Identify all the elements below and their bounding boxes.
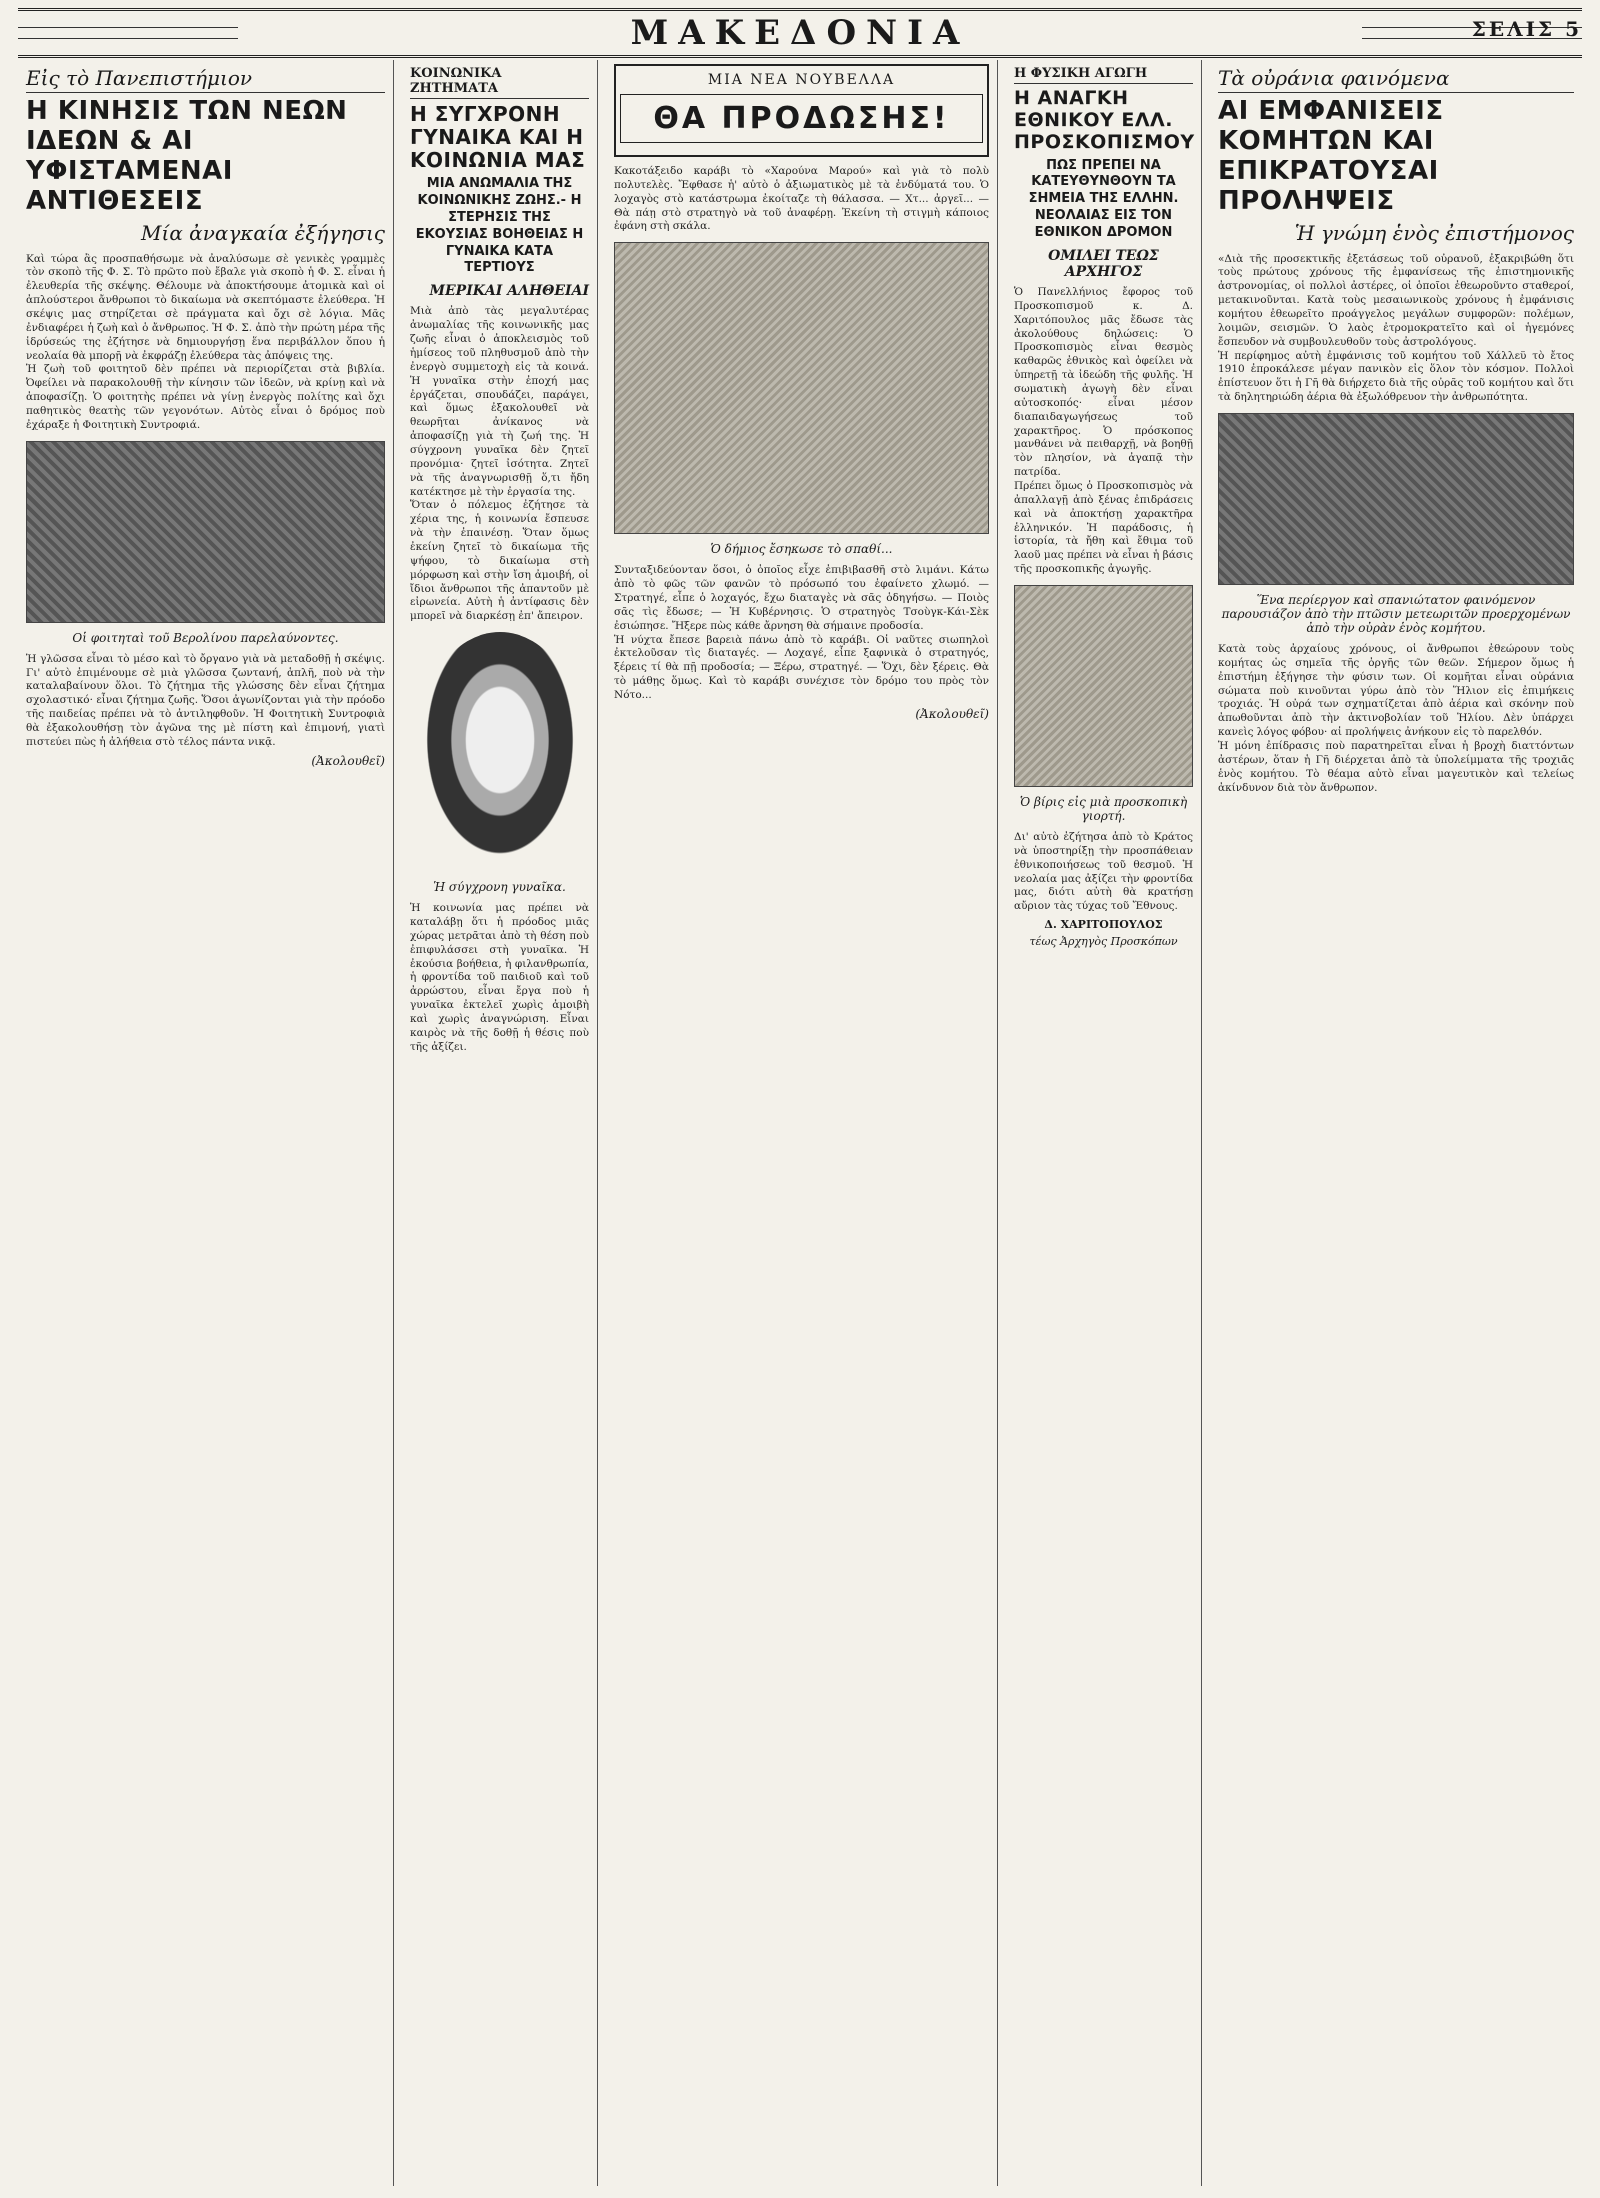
masthead-rule-left: [18, 27, 238, 39]
photo-caption: Ὁ βίρις εἰς μιὰ προσκοπικὴ γιορτή.: [1019, 795, 1188, 824]
article-comets: [1210, 60, 1582, 2186]
article-body: Δι' αὐτὸ ἐζήτησα ἀπὸ τὸ Κράτος νὰ ὑποστηρίξῃ τὴν προσπάθειαν ἐθνικοποιήσεως τοῦ θεσμοῦ. Ἡ νεολαία μας ἀξίζει τὴν φροντίδα μας, διότι αὐτὴ θὰ κρατήσῃ αὔριον τὰς τύχας τοῦ Ἔθνους.: [1014, 831, 1193, 913]
article-kicker: Η ΦΥΣΙΚΗ ΑΓΩΓΗ: [1014, 66, 1193, 84]
novella-header-box: [614, 64, 989, 157]
continued-note: (Ἀκολουθεῖ): [311, 753, 385, 768]
article-headline: Η ΣΥΓΧΡΟΝΗ ΓΥΝΑΙΚΑ ΚΑΙ Η ΚΟΙΝΩΝΙΑ ΜΑΣ: [410, 102, 586, 172]
article-body: Ὅταν ὁ πόλεμος ἐζήτησε τὰ χέρια της, ἡ κοινωνία ἔσπευσε νὰ τὴν ἐπαινέσῃ. Ὅταν ὅμως ἐκείνη ζητεῖ τὸ δικαίωμα τῆς ψήφου, τὸ δικαίωμα στὴ μόρφωση καὶ στὴν ἴση ἀμοιβή, οἱ ἴδιοι ἄνθρωποι τῆς ἀπαντοῦν μὲ εἰρωνεία. Αὐτὴ ἡ ἀντίφασις δὲν μπορεῖ νὰ διαρκέσῃ ἐπ' ἄπειρον.: [410, 499, 589, 623]
article-kicker: Εἰς τὸ Πανεπιστήμιον: [26, 66, 385, 93]
article-subtitle: ΜΙΑ ΑΝΩΜΑΛΙΑ ΤΗΣ ΚΟΙΝΩΝΙΚΗΣ ΖΩΗΣ.- Η ΣΤΕΡΗΣΙΣ ΤΗΣ ΕΚΟΥΣΙΑΣ ΒΟΗΘΕΙΑΣ Η ΓΥΝΑΙΚΑ ΚΑΤΑ ΤΕΡΤΙΟΥΣ: [415, 176, 584, 276]
article-body: «Διὰ τῆς προσεκτικῆς ἐξετάσεως τοῦ οὐρανοῦ, ἐξακριβώθη ὅτι τοὺς πρώτους χρόνους τῆς ἐμφανίσεως τῆς ἐπιστημονικῆς ἀστρονομίας, οἱ πολλοὶ ἀστέρες, οἱ ὁποῖοι ἐθεωροῦντο σταθεροί, μετακινοῦνται. Κατὰ τοὺς μεσαιωνικοὺς χρόνους ἡ ἐμφάνισις κομήτου ἐθεωρεῖτο προάγγελος μεγάλων συμφορῶν: πολέμων, λοιμῶν, σεισμῶν. Ὁ λαὸς ἐτρομοκρατεῖτο καὶ οἱ ἡγεμόνες ἔσπευδον νὰ συμβουλευθοῦν τοὺς ἀστρολόγους.: [1218, 252, 1574, 348]
article-byline: ΟΜΙΛΕΙ ΤΕΩΣ ΑΡΧΗΓΟΣ: [1048, 247, 1159, 280]
page-number: ΣΕΛΙΣ 5: [1471, 17, 1582, 41]
illustration-caption: Ὁ δήμιος ἔσηκωσε τὸ σπαθί...: [710, 542, 893, 557]
novella-body: Συνταξιδεύονταν ὅσοι, ὁ ὁποῖος εἶχε ἐπιβιβασθῆ στὸ λιμάνι. Κάτω ἀπὸ τὸ φῶς τῶν φανῶν τὸ πρόσωπό του ἐφαίνετο χλωμό. — Στρατηγέ, εἶπε ὁ λοχαγός, ἔχω διαταγὲς νὰ σᾶς ὁδηγήσω. — Ποιὸς σᾶς τὶς ἔδωσε; — Ἡ Κυβέρνησις. Ὁ στρατηγὸς Τσοὺγκ-Κάι-Σὲκ ἐσιώπησε. Ἤξερε πὼς κάθε ἄρνηση θὰ σήμαινε προδοσία.: [614, 564, 989, 632]
article-subtitle: ΠΩΣ ΠΡΕΠΕΙ ΝΑ ΚΑΤΕΥΘΥΝΘΟΥΝ ΤΑ ΣΗΜΕΙΑ ΤΗΣ ΕΛΛΗΝ. ΝΕΟΛΑΙΑΣ ΕΙΣ ΤΟΝ ΕΘΝΙΚΟΝ ΔΡΟΜΟΝ: [1028, 157, 1179, 241]
article-body: Ἡ γλῶσσα εἶναι τὸ μέσο καὶ τὸ ὄργανο γιὰ νὰ μεταδοθῇ ἡ σκέψις. Γι' αὐτὸ ἐπιμένουμε σὲ μιὰ γλῶσσα ζωντανή, ἁπλῆ, ποὺ νὰ τὴν καταλαβαίνουν ὅλοι. Τὸ ζήτημα τῆς γλώσσης δὲν εἶναι ζήτημα σχολαστικό· εἶναι ζήτημα ζωῆς. Ὅσοι ἀγωνίζονται γιὰ τὴν πρόοδο τῆς παιδείας πρέπει νὰ τὸ ἀντιληφθοῦν. Ἡ Φοιτητικὴ Συντροφιὰ θὰ ἐξακολουθήσῃ τὸν ἀγῶνα της μὲ πίστη καὶ ἐπιμονή, γιατὶ πιστεύει πὼς ἡ ἀλήθεια στὸ τέλος πάντα νικᾷ.: [26, 652, 385, 748]
article-body: Πρέπει ὅμως ὁ Προσκοπισμὸς νὰ ἀπαλλαγῇ ἀπὸ ξένας ἐπιδράσεις καὶ νὰ ἀποκτήσῃ χαρακτῆρα ἑλληνικόν. Ἡ παράδοσις, ἡ ἱστορία, τὰ ἤθη καὶ ἔθιμα τοῦ λαοῦ μας πρέπει νὰ εἶναι ἡ βάσις τῆς προσκοπικῆς ἀγωγῆς.: [1014, 480, 1193, 576]
article-body: Μιὰ ἀπὸ τὰς μεγαλυτέρας ἀνωμαλίας τῆς κοινωνικῆς μας ζωῆς εἶναι ὁ ἀποκλεισμὸς τοῦ ἡμίσεος τοῦ πληθυσμοῦ ἀπὸ τὴν ἐνεργὸ συμμετοχὴ εἰς τὰ κοινά. Ἡ γυναῖκα στὴν ἐποχή μας ἐργάζεται, σπουδάζει, παράγει, καὶ ὅμως ἐξακολουθεῖ νὰ θεωρῆται ἀνίκανος νὰ ἀποφασίζῃ γιὰ τὴ ζωή της. Ἡ σύγχρονη γυναῖκα δὲν ζητεῖ προνόμια· ζητεῖ ἰσότητα. Ζητεῖ νὰ τῆς ἀναγνωρισθῇ ὅ,τι ἤδη κατέκτησε μὲ τὴν ἐργασία της.: [410, 305, 589, 498]
photo-caption: Οἱ φοιτηταὶ τοῦ Βερολίνου παρελαύνοντες.: [72, 630, 339, 645]
article-modern-woman: [402, 60, 598, 2186]
meteor-photo: [1218, 413, 1574, 585]
novella-body: Ἡ νύχτα ἔπεσε βαρειὰ πάνω ἀπὸ τὸ καράβι. Οἱ ναῦτες σιωπηλοὶ ἐκτελοῦσαν τὶς διαταγές. — Λοχαγέ, εἶπε ξαφνικὰ ὁ στρατηγός, ξέρεις τί θὰ πῇ προδοσία; — Ξέρω, στρατηγέ. — Ὅχι, δὲν ξέρεις. Θὰ τὸ μάθῃς ὅμως. Καὶ τὸ καράβι συνέχισε τὸν δρόμο του πρὸς τὸν Νότο...: [614, 633, 989, 702]
author-signature: Δ. ΧΑΡΙΤΟΠΟΥΛΟΣ: [1044, 918, 1163, 932]
photo-caption: Ἕνα περίεργον καὶ σπανιώτατον φαινόμενον παρουσιάζον ἀπὸ τὴν πτῶσιν μετεωριτῶν προερχομένων ἀπὸ τὴν οὐρὰν ἑνὸς κομήτου.: [1221, 593, 1571, 636]
article-body: Ἡ μόνη ἐπίδρασις ποὺ παρατηρεῖται εἶναι ἡ βροχὴ διαττόντων ἀστέρων, ὅταν ἡ Γῆ διέρχεται ἀπὸ τὰ ὑπολείμματα τῆς τροχιᾶς ἑνὸς κομήτου. Τὸ θέαμα αὐτὸ εἶναι μαγευτικὸν καὶ τελείως ἀκίνδυνον διὰ τὸν ἄνθρωπον.: [1218, 740, 1574, 794]
article-kicker: ΚΟΙΝΩΝΙΚΑ ΖΗΤΗΜΑΤΑ: [410, 66, 589, 99]
article-body: Ἡ ζωὴ τοῦ φοιτητοῦ δὲν πρέπει νὰ περιορίζεται στὰ βιβλία. Ὀφείλει νὰ παρακολουθῇ τὴν κίνησιν τῶν ἰδεῶν, νὰ κρίνῃ καὶ νὰ ἀποφασίζῃ. Ὁ φοιτητὴς πρέπει νὰ γίνῃ ἐνεργὸς πολίτης καὶ ὄχι παθητικὸς θεατὴς τῶν γεγονότων. Αὐτὸς εἶναι ὁ δρόμος ποὺ ἐχάραξε ἡ Φοιτητικὴ Συντροφιά.: [26, 363, 385, 431]
article-headline: ΑΙ ΕΜΦΑΝΙΣΕΙΣ ΚΟΜΗΤΩΝ ΚΑΙ ΕΠΙΚΡΑΤΟΥΣΑΙ ΠΡΟΛΗΨΕΙΣ: [1218, 96, 1444, 216]
article-kicker: Τὰ οὐράνια φαινόμενα: [1218, 66, 1574, 93]
author-title: τέως Ἀρχηγὸς Προσκόπων: [1029, 935, 1178, 949]
article-scouting: [1006, 60, 1202, 2186]
article-body: Καὶ τώρα ἂς προσπαθήσωμε νὰ ἀναλύσωμε σὲ γενικὲς γραμμὲς τὸν σκοπὸ τῆς Φ. Σ. Τὸ πρῶτο ποὺ ἔβαλε γιὰ σκοπὸ ἡ Φ. Σ. εἶναι ἡ ἐλευθερία τῆς σκέψης. Θέλουμε νὰ ἀποκτήσουμε ἀτομικὰ καὶ οἱ ἀπλούστεροι ἄνθρωποι τὸ δικαίωμα νὰ σκεπτόμαστε ἐλεύθερα. Ἡ σκέψις μας στηρίζεται σὲ πράγματα καὶ ὄχι σὲ λόγια. Μᾶς ἐνδιαφέρει ἡ ζωὴ καὶ ὁ ἄνθρωπος. Ἡ Φ. Σ. ἀπὸ τὴν πρώτη μέρα τῆς ἱδρύσεώς της ἐζήτησε νὰ δημιουργήσῃ ἕνα περιβάλλον ὅπου ἡ νεολαία θὰ μπορῇ νὰ ἐκφράζῃ ἐλεύθερα τὰς ἀπόψεις της.: [26, 252, 385, 362]
article-body: Κατὰ τοὺς ἀρχαίους χρόνους, οἱ ἄνθρωποι ἐθεώρουν τοὺς κομήτας ὡς σημεῖα τῆς ὀργῆς τῶν θεῶν. Σήμερον ὅμως ἡ ἐπιστήμη ἐξήγησε τὴν φύσιν των. Οἱ κομῆται εἶναι οὐράνια σώματα ποὺ κινοῦνται γύρω ἀπὸ τὸν Ἥλιον εἰς ἐπιμήκεις τροχιάς. Ἡ οὐρά των σχηματίζεται ἀπὸ ἀέρια καὶ σκόνην ποὺ ἀπωθοῦνται ἀπὸ τὴν ἀκτινοβολίαν τοῦ Ἡλίου. Δὲν ὑπάρχει κανεὶς λόγος φόβου· αἱ προλήψεις ἀνήκουν εἰς τὸ παρελθόν.: [1218, 643, 1574, 739]
woman-portrait: [415, 632, 585, 872]
article-body: Ἡ κοινωνία μας πρέπει νὰ καταλάβῃ ὅτι ἡ πρόοδος μιᾶς χώρας μετρᾶται ἀπὸ τὴ θέση ποὺ ἐπιφυλάσσει στὴ γυναῖκα. Ἡ ἐκούσια βοήθεια, ἡ φιλανθρωπία, ἡ φροντίδα τοῦ παιδιοῦ καὶ τοῦ ἀρρώστου, εἶναι ἔργα ποὺ ἡ γυναῖκα ἐκτελεῖ χωρὶς ἀμοιβὴ καὶ χωρὶς ἀναγνώριση. Εἶναι καιρὸς νὰ τῆς δοθῇ ἡ θέσις ποὺ τῆς ἀξίζει.: [410, 902, 589, 1053]
article-body: Ὁ Πανελλήνιος ἔφορος τοῦ Προσκοπισμοῦ κ. Δ. Χαριτόπουλος μᾶς ἔδωσε τὰς ἀκολούθους δηλώσεις: Ὁ Προσκοπισμὸς εἶναι θεσμὸς καθαρῶς ἐθνικὸς καὶ ὀφείλει νὰ ὑπηρετῇ τὰ ἰδεώδη τῆς φυλῆς. Ἡ σωματικὴ ἀγωγὴ δὲν εἶναι αὐτοσκοπός· εἶναι μέσον διαπαιδαγωγήσεως τοῦ χαρακτῆρος. Ὁ πρόσκοπος μανθάνει νὰ πειθαρχῇ, νὰ βοηθῇ τὸν πλησίον, νὰ ἀγαπᾷ τὴν πατρίδα.: [1014, 285, 1193, 479]
continued-note: (Ἀκολουθεῖ): [915, 706, 989, 721]
article-headline: Η ΑΝΑΓΚΗ ΕΘΝΙΚΟΥ ΕΛΛ. ΠΡΟΣΚΟΠΙΣΜΟΥ: [1014, 87, 1195, 153]
article-byline: ΜΕΡΙΚΑΙ ΑΛΗΘΕΙΑΙ: [429, 283, 589, 300]
scouts-photo: [1014, 585, 1193, 787]
article-body: Ἡ περίφημος αὐτὴ ἐμφάνισις τοῦ κομήτου τοῦ Χάλλεϋ τὸ ἔτος 1910 ἐπροκάλεσε μέγαν πανικὸν εἰς ὅλον τὸν κόσμον. Πολλοὶ ἐπίστευον ὅτι ἡ Γῆ θὰ διήρχετο διὰ τῆς οὐρᾶς τοῦ κομήτου καὶ ὅτι τὰ δηλητηριώδη ἀέρια θὰ ἐξωλόθρευον τὴν ἀνθρωπότητα.: [1218, 349, 1574, 404]
article-headline: Η ΚΙΝΗΣΙΣ ΤΩΝ ΝΕΩΝ ΙΔΕΩΝ & ΑΙ ΥΦΙΣΤΑΜΕΝΑΙ ΑΝΤΙΘΕΣΕΙΣ: [26, 96, 348, 216]
novella-title: ΘΑ ΠΡΟΔΩΣΗΣ!: [620, 94, 983, 143]
article-subtitle: Μία ἀναγκαία ἐξήγησις: [141, 220, 385, 245]
novella-body: Κακοτάξειδο καράβι τὸ «Χαρούνα Μαρού» καὶ γιὰ τὸ πολὺ πολυτελὲς. Ἔφθασε ἡ' αὐτὸ ὁ ἀξιωματικὸς μὲ τὰ ἐνδύματά του. Ὁ λοχαγὸς στὸ κατάστρωμα ἐκοίταζε τὴ θάλασσα. — Χτ... ἀργεῖ... — Θὰ πάῃ στὸ στρατηγὸ νὰ τοῦ ἀναφέρῃ. Ἐκείνη τὴ στιγμὴ κάποιος ἐφάνη στὴ σκάλα.: [614, 165, 989, 233]
article-subtitle: Ἡ γνώμη ἑνὸς ἐπιστήμονος: [1294, 220, 1574, 245]
article-university: [18, 60, 394, 2186]
photo-caption: Ἡ σύγχρονη γυναῖκα.: [433, 880, 566, 895]
novella-betrayal: [606, 60, 998, 2186]
novella-kicker: ΜΙΑ ΝΕΑ ΝΟΥΒΕΛΛΑ: [707, 72, 896, 88]
executioner-illustration: [614, 242, 989, 534]
newspaper-title: ΜΑΚΕΔΟΝΙΑ: [630, 13, 970, 53]
masthead: [18, 8, 1582, 58]
students-parade-photo: [26, 441, 385, 623]
